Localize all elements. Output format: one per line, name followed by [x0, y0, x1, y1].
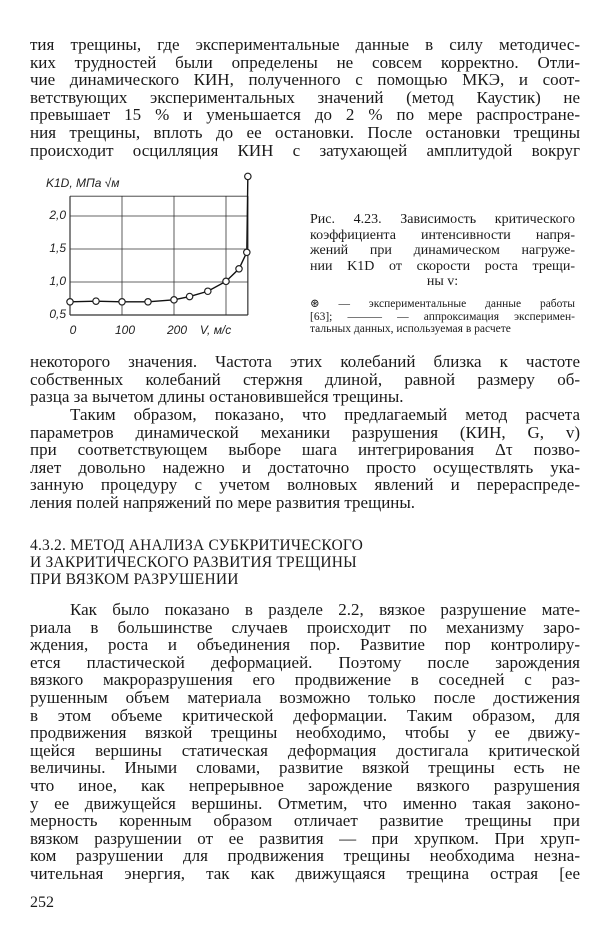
text-line: величины. Иными словами, развитие вязкой трещины есть не [30, 758, 580, 778]
text-line: что иное, как непрерывное зарождение вязкого разрушения [30, 775, 580, 795]
y-tick-label: 1,5 [49, 241, 66, 255]
legend-line: [63]; ——— — аппроксимация эксперимен- [310, 310, 575, 323]
text-line: щейся вершины статическая деформация достигала критической [30, 740, 580, 760]
text-line: вязкого макроразрушения его продвижение в соседней с раз- [30, 670, 580, 690]
legend-line: ⊛ — экспериментальные данные работы [310, 298, 575, 310]
y-tick-label: 0,5 [49, 307, 66, 321]
paragraph-mid [30, 353, 580, 406]
text-line: разца за вычетом длины остановившейся трещины. [30, 387, 404, 407]
caption-line: коэффициента интенсивности напря- [310, 227, 575, 243]
x-tick-label: 100 [114, 323, 136, 337]
text-line: чие динамического КИН, полученного с помощью МКЭ, и соот- [30, 70, 580, 90]
text-line: собственных колебаний стержня длиной, равной размеру об- [30, 369, 580, 389]
data-point [205, 288, 211, 294]
paragraph-mid-2 [30, 406, 580, 512]
text-line: вязком разрушении от ее развития — при хрупком. При хруп- [30, 828, 580, 848]
text-line: ется пластической деформацией. Поэтому после зарождения [30, 652, 580, 672]
section-heading [30, 537, 580, 588]
data-point [93, 298, 99, 304]
y-axis-label: K1D, МПа √м [46, 176, 120, 190]
data-point [67, 299, 73, 305]
legend-line: тальных данных, используемая в расчете [310, 323, 511, 335]
data-point [244, 249, 250, 255]
text-line: ляет довольно надежно и достаточно просто осуществлять ука- [30, 457, 580, 477]
text-line: у ее движущейся вершины. Отметим, что именно такая законо- [30, 793, 580, 813]
text-line: ния трещины, вплоть до ее остановки. После остановки трещины [30, 122, 580, 142]
data-point [171, 297, 177, 303]
text-line: ПРИ ВЯЗКОМ РАЗРУШЕНИИ [30, 571, 239, 588]
paragraph-top [30, 36, 580, 159]
x-tick-label: 0 [69, 323, 77, 337]
text-line: 4.3.2. МЕТОД АНАЛИЗА СУБКРИТИЧЕСКОГО [30, 537, 364, 554]
text-line: превышает 15 % и уменьшается до 2 % по мере распростране- [30, 105, 580, 125]
data-point [186, 293, 192, 299]
chart-k1d-vs-velocity [0, 160, 300, 345]
text-line: в этом объеме критической деформации. Таким образом, для [30, 705, 580, 725]
text-line: ких трудностей были определены не совсем корректно. Отли- [30, 52, 580, 72]
x-tick-label: 200 [166, 323, 188, 337]
figure-legend [310, 298, 575, 336]
figure-caption [310, 212, 575, 290]
caption-line: нии K1D от скорости роста трещи- [310, 258, 575, 274]
paragraph-bottom [30, 601, 580, 883]
caption-line: жений при динамическом нагруже- [310, 243, 575, 258]
text-line: параметров динамической механики разрушения (КИН, G, v) [30, 422, 580, 442]
text-line: занную процедуру с учетом волновых явлений и перераспреде- [30, 475, 580, 495]
data-point [145, 299, 151, 305]
text-line: рушенным объем материала возможно только после достижения [30, 687, 580, 707]
text-line: ждения, роста и объединения пор. Развитие пор контролиру- [30, 635, 580, 655]
y-tick-label: 2,0 [49, 208, 66, 222]
text-line: происходит осцилляция КИН с затухающей амплитудой вокруг [30, 140, 580, 160]
text-line: чительная энергия, так как движущаяся трещина острая [ее [30, 863, 580, 883]
caption-line: Рис. 4.23. Зависимость критического [310, 212, 575, 227]
text-line: ветствующих экспериментальных значений (метод Каустик) не [30, 87, 580, 107]
text-line: Как было показано в разделе 2.2, вязкое разрушение мате- [70, 600, 580, 619]
text-line: некоторого значения. Частота этих колебаний близка к частоте [30, 352, 580, 371]
text-line: И ЗАКРИТИЧЕСКОГО РАЗВИТИЯ ТРЕЩИНЫ [30, 554, 357, 571]
x-axis-label: V, м/с [199, 323, 232, 337]
y-tick-label: 1,0 [49, 274, 66, 288]
data-point [119, 299, 125, 305]
text-line: риала в большинстве случаев происходит по механизму заро- [30, 617, 580, 637]
data-point [245, 173, 251, 179]
text-line: ком разрушении для продвижения трещины необходима незна- [30, 846, 580, 866]
text-line: мерность коренным образом отличает развитие трещины при [30, 811, 580, 831]
data-point [236, 266, 242, 272]
text-line: тия трещины, где экспериментальные данные в силу методичес- [30, 35, 580, 54]
text-line: Таким образом, показано, что предлагаемый метод расчета [70, 405, 580, 424]
approximation-line [70, 176, 248, 301]
caption-line: ны v: [426, 274, 459, 289]
page-number: 252 [30, 894, 54, 911]
data-point [223, 278, 229, 284]
text-line: при соответствующем выборе шага интегрирования Δτ позво- [30, 440, 580, 460]
text-line: ления полей напряжений по мере развития трещины. [30, 492, 416, 512]
text-line: продвижения вязкой трещины необходимо, чтобы у ее движу- [30, 723, 580, 743]
